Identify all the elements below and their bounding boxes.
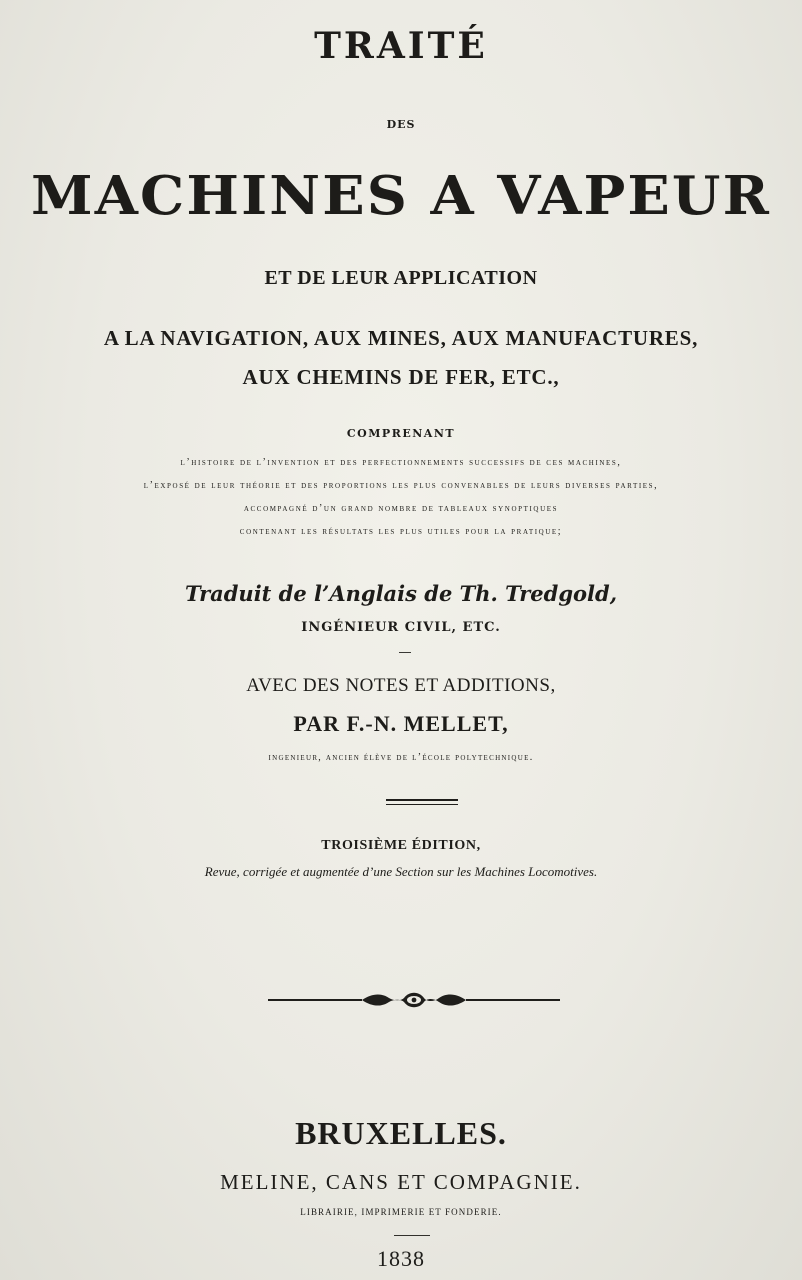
double-rule (386, 799, 458, 805)
editor-title: ingenieur, ancien élève de l’école polytechnique. (268, 752, 534, 763)
edition-note: Revue, corrigée et augmentée d’une Section sur les Machines Locomotives. (204, 864, 598, 879)
description-line-1: l’histoire de l’invention et des perfectionnements successifs de ces machines, (180, 457, 622, 468)
publisher-name: MELINE, CANS ET COMPAGNIE. (220, 1170, 582, 1194)
main-title: MACHINES A VAPEUR (31, 165, 771, 227)
publisher-trade: LIBRAIRIE, IMPRIMERIE ET FONDERIE. (300, 1207, 502, 1217)
book-heading: TRAITÉ (314, 25, 488, 67)
translation-credit: Traduit de l’Anglais de Th. Tredgold, (184, 581, 618, 606)
comprenant-label: COMPRENANT (346, 427, 456, 440)
decorative-scroll-ornament-icon (268, 986, 560, 1014)
description-line-4: contenant les résultats les plus utiles pour la pratique; (239, 526, 563, 537)
applications-line-2: AUX CHEMINS DE FER, ETC., (242, 365, 560, 389)
notes-line: AVEC DES NOTES ET ADDITIONS, (246, 675, 556, 696)
small-separator (399, 652, 411, 653)
edition-label: TROISIÈME ÉDITION, (321, 838, 481, 853)
description-line-3: accompagné d’un grand nombre de tableaux synoptiques (243, 503, 559, 514)
connector-word: DES (386, 118, 416, 131)
publication-city: BRUXELLES. (295, 1115, 507, 1151)
applications-line-1: A LA NAVIGATION, AUX MINES, AUX MANUFACTURES, (103, 326, 699, 350)
translator-title: INGÉNIEUR CIVIL, ETC. (301, 620, 501, 635)
description-line-2: l’exposé de leur théorie et des proportions les plus convenables de leurs diverses parties, (143, 480, 659, 491)
subtitle: ET DE LEUR APPLICATION (264, 267, 538, 289)
editor-credit: PAR F.-N. MELLET, (293, 711, 509, 736)
publication-year: 1838 (377, 1246, 425, 1271)
year-separator (394, 1235, 430, 1236)
